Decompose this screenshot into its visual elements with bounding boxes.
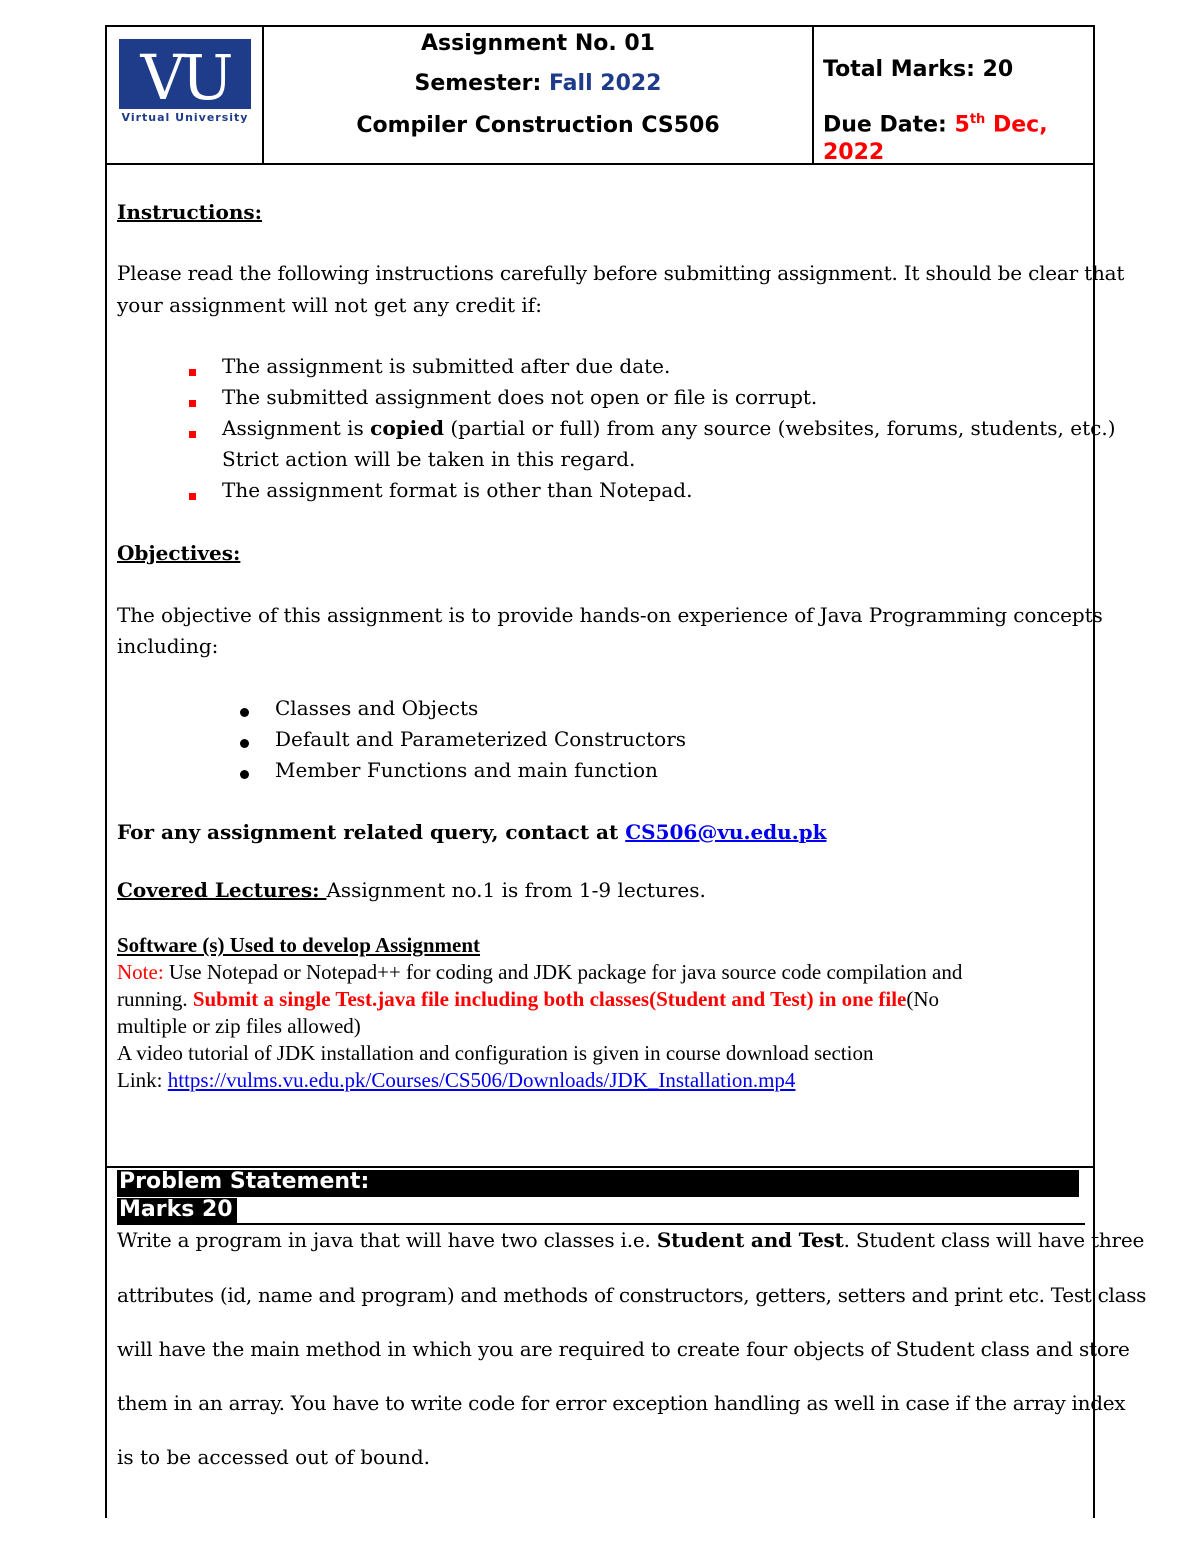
jdk-video-link[interactable]: https://vulms.vu.edu.pk/Courses/CS506/Downloads/JDK_Installation.mp4 — [167, 1068, 796, 1092]
objectives-intro-2: including: — [117, 634, 219, 658]
bullet-dot-icon — [240, 766, 249, 784]
semester-value: Fall 2022 — [548, 71, 662, 96]
software-heading: Software (s) Used to develop Assignment — [117, 933, 481, 957]
problem-paragraph-line: will have the main method in which you are required to create four objects of Student class and store — [117, 1337, 1130, 1361]
objective-item: Classes and Objects — [275, 696, 479, 720]
bullet-square-icon — [189, 487, 196, 505]
frame-right-border — [1093, 165, 1095, 1518]
objective-item: Default and Parameterized Constructors — [275, 727, 687, 751]
instruction-item: Assignment is copied (partial or full) from any source (websites, forums, students, etc.) — [222, 416, 1116, 440]
instructions-heading: Instructions: — [117, 200, 263, 224]
assignment-number: Assignment No. 01 — [420, 31, 655, 56]
marks-cell — [814, 27, 1094, 163]
problem-heading: Problem Statement: — [119, 1169, 370, 1194]
instruction-item: The assignment format is other than Notepad. — [222, 478, 693, 502]
bullet-square-icon — [189, 363, 196, 381]
software-note: Note: Use Notepad or Notepad++ for coding and JDK package for java source code compilation and — [117, 960, 963, 984]
bullet-square-icon — [189, 425, 196, 443]
vu-logo — [117, 37, 253, 153]
header-table — [105, 25, 1095, 165]
instruction-item: The assignment is submitted after due date. — [222, 354, 671, 378]
problem-paragraph-line: attributes (id, name and program) and methods of constructors, getters, setters and print etc. Test class — [117, 1283, 1147, 1307]
objective-item: Member Functions and main function — [275, 758, 658, 782]
svg-text:Virtual University: Virtual University — [121, 111, 249, 124]
bullet-dot-icon — [240, 704, 249, 722]
instructions-intro-1: Please read the following instructions carefully before submitting assignment. It should be clear that — [117, 261, 1125, 285]
covered-lectures: Covered Lectures: Assignment no.1 is from 1-9 lectures. — [117, 878, 706, 902]
problem-paragraph-line: them in an array. You have to write code for error exception handling as well in case if the array index — [117, 1391, 1126, 1415]
instruction-item-continuation: Strict action will be taken in this regard. — [222, 447, 636, 471]
problem-marks: Marks 20 — [119, 1197, 233, 1222]
objectives-intro-1: The objective of this assignment is to provide hands-on experience of Java Programming concepts — [117, 603, 1103, 627]
problem-paragraph-line: Write a program in java that will have two classes i.e. Student and Test. Student class will have three — [117, 1228, 1145, 1252]
title-cell — [264, 27, 812, 163]
instruction-item: The submitted assignment does not open or file is corrupt. — [222, 385, 818, 409]
section-divider — [105, 1166, 1095, 1168]
instructions-intro-2: your assignment will not get any credit if: — [117, 293, 542, 317]
software-line-3: multiple or zip files allowed) — [117, 1014, 361, 1038]
contact-email-link[interactable]: CS506@vu.edu.pk — [625, 820, 827, 844]
software-link-line: Link: https://vulms.vu.edu.pk/Courses/CS506/Downloads/JDK_Installation.mp4 — [117, 1068, 796, 1092]
objectives-heading: Objectives: — [117, 541, 241, 565]
frame-left-border — [105, 165, 107, 1518]
problem-paragraph-line: is to be accessed out of bound. — [117, 1445, 431, 1469]
bullet-dot-icon — [240, 735, 249, 753]
due-year: 2022 — [823, 140, 885, 165]
bullet-square-icon — [189, 394, 196, 412]
semester-line: Semester: Fall 2022 — [414, 71, 662, 96]
due-date: Due Date: 5th Dec, — [823, 112, 1048, 138]
software-submit-line: running. Submit a single Test.java file including both classes(Student and Test) in one file(No — [117, 987, 940, 1011]
svg-text:VU: VU — [140, 41, 230, 114]
logo-cell — [107, 27, 262, 163]
problem-underline — [117, 1223, 1085, 1225]
software-line-4: A video tutorial of JDK installation and configuration is given in course download section — [117, 1041, 874, 1065]
course-title: Compiler Construction CS506 — [356, 113, 720, 138]
total-marks: Total Marks: 20 — [823, 57, 1014, 82]
query-line: For any assignment related query, contact at CS506@vu.edu.pk — [117, 820, 827, 844]
